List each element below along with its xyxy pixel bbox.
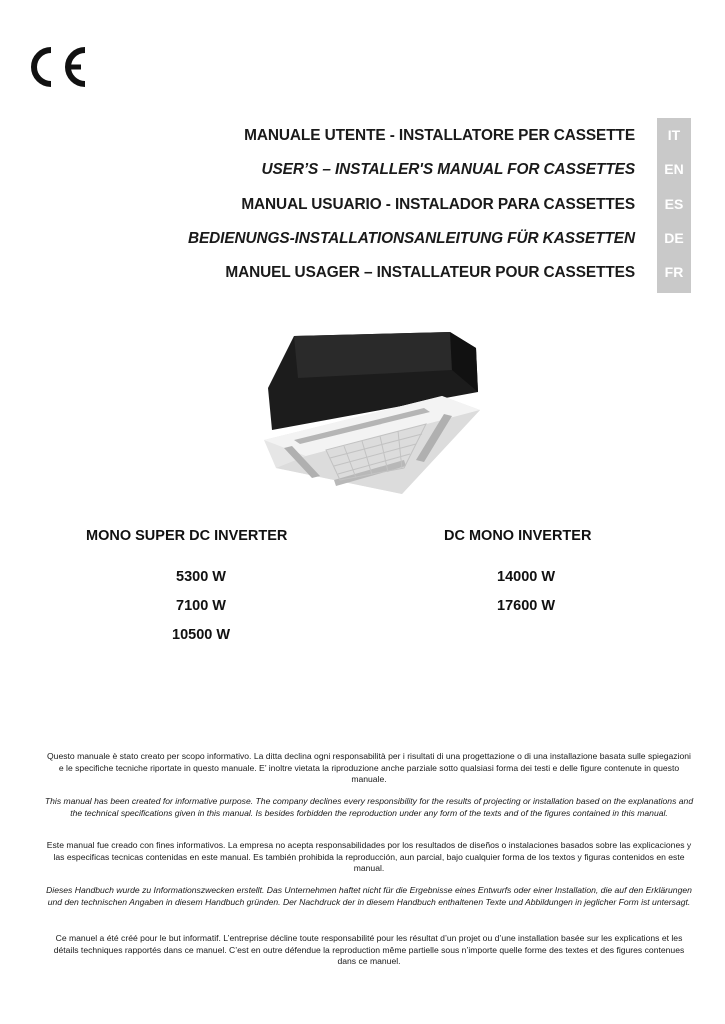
disclaimer-en: This manual has been created for informative purpose. The company declines every responsibility for the results of projecting or installation based on the explanations and the technical specifications given in this manual. Is besides forbidden the reproduction under any form of the texts and of the figures contained in this manual. bbox=[44, 796, 694, 818]
power-right-1: 14000 W bbox=[497, 569, 556, 585]
power-left-2: 7100 W bbox=[176, 598, 226, 614]
title-it: MANUALE UTENTE - INSTALLATORE PER CASSETTE bbox=[244, 127, 635, 144]
lang-code-it: IT bbox=[667, 127, 681, 143]
title-en: USER’S – INSTALLER'S MANUAL FOR CASSETTES bbox=[261, 161, 635, 178]
disclaimer-fr: Ce manuel a été créé pour le but informatif. L’entreprise décline toute responsabilité pour les résultat d’un projet ou d’une installation basée sur les explications et les détails techniques rapportés dans ce manuel. C’est en outre défendue la reproduction même partielle sous n’importe quelle forme des textes et des figures contenues dans ce manuel. bbox=[53, 933, 685, 967]
cassette-unit-image bbox=[254, 330, 482, 498]
model-left-title: MONO SUPER DC INVERTER bbox=[86, 528, 288, 544]
title-de: BEDIENUNGS-INSTALLATIONSANLEITUNG FÜR KASSETTEN bbox=[187, 230, 635, 247]
disclaimer-it: Questo manuale è stato creato per scopo informativo. La ditta declina ogni responsabilità per i risultati di una progettazione o di una installazione basata sulle spiegazioni e le specifiche tecniche riportate in questo manuale. E’ inoltre vietata la riproduzione anche parziale sotto qualsiasi forma dei testi e delle figure contenute in questo manuale. bbox=[47, 751, 691, 785]
power-left-3: 10500 W bbox=[172, 627, 231, 643]
title-es: MANUAL USUARIO - INSTALADOR PARA CASSETTES bbox=[241, 196, 635, 213]
disclaimer-es: Este manual fue creado con fines informativos. La empresa no acepta responsabilidades por los resultados de diseños o instalaciones basados sobre las explicaciones y las especificas tecnicas contenidas en este manual. Es también prohibida la reproducción, aun parcial, bajo cualquier forma de los textos y figuras contenidos en este manual. bbox=[46, 840, 692, 874]
language-bar bbox=[657, 118, 691, 293]
lang-code-es: ES bbox=[664, 196, 684, 212]
disclaimer-de: Dieses Handbuch wurde zu Informationszwecken erstellt. Das Unternehmen haftet nicht für die Ergebnisse eines Entwurfs oder einer Installation, die auf den Erklärungen und den technischen Angaben in diesem Handbuch gründen. Der Nachdruck der in diesem Handbuch enthaltenen Texte und Abbildungen in jeglicher Form ist untersagt. bbox=[46, 885, 692, 907]
ce-mark-icon bbox=[26, 44, 88, 90]
model-right-title: DC MONO INVERTER bbox=[444, 528, 592, 544]
title-fr: MANUEL USAGER – INSTALLATEUR POUR CASSETTES bbox=[225, 264, 635, 281]
lang-code-fr: FR bbox=[664, 264, 684, 280]
lang-code-de: DE bbox=[664, 230, 684, 246]
lang-code-en: EN bbox=[664, 161, 684, 177]
power-right-2: 17600 W bbox=[497, 598, 556, 614]
power-left-1: 5300 W bbox=[176, 569, 226, 585]
